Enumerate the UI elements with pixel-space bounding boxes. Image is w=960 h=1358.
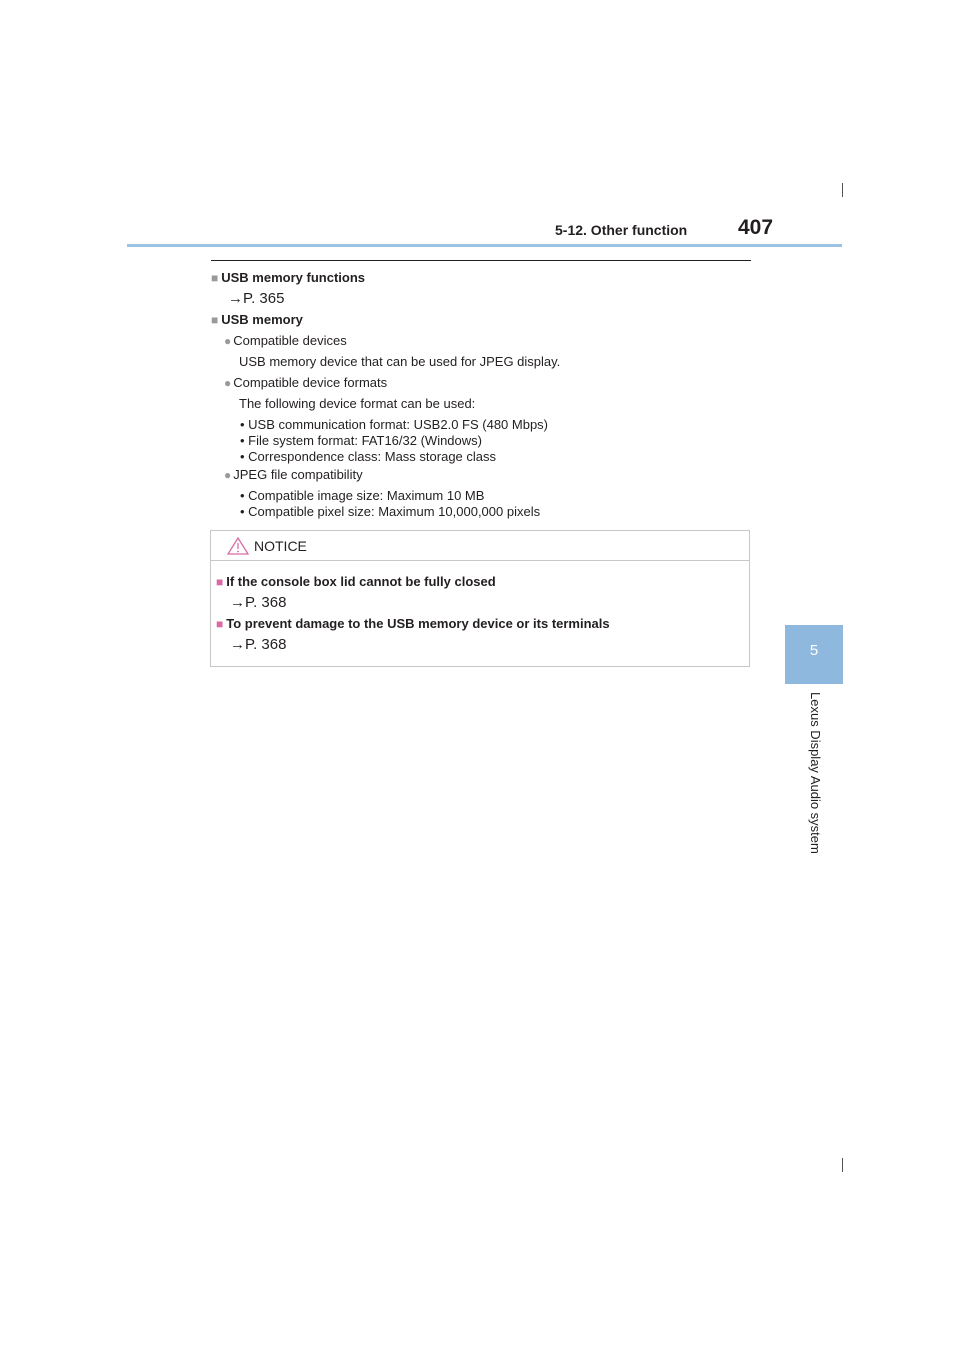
usb-memory-heading — [211, 312, 303, 327]
warning-triangle-icon — [227, 537, 249, 555]
section-title: 5-12. Other function — [555, 222, 688, 238]
compatible-devices-item — [224, 333, 347, 348]
chapter-title: Lexus Display Audio system — [808, 692, 823, 854]
list-item: • File system format: FAT16/32 (Windows) — [240, 433, 482, 448]
header-rule — [127, 244, 842, 247]
heading-text: USB memory functions — [221, 270, 365, 285]
list-item-text: USB communication format: USB2.0 FS (480 Mbps) — [248, 417, 549, 432]
circle-bullet-icon: ● — [224, 334, 232, 348]
list-item-text: Correspondence class: Mass storage class — [248, 449, 497, 464]
notice-item — [216, 616, 610, 631]
item-label: Compatible devices — [233, 333, 347, 348]
page-header — [0, 0, 960, 250]
crop-mark-bottom — [842, 1158, 843, 1172]
list-item-text: File system format: FAT16/32 (Windows) — [248, 433, 482, 448]
chapter-tab — [785, 625, 843, 684]
square-bullet-icon: ■ — [211, 271, 219, 285]
square-bullet-icon: ■ — [211, 313, 219, 327]
list-item: • Correspondence class: Mass storage class — [240, 449, 497, 464]
item-label: JPEG file compatibility — [233, 467, 363, 482]
circle-bullet-icon: ● — [224, 376, 232, 390]
page-reference: →P. 365 — [228, 290, 285, 307]
list-item: • USB communication format: USB2.0 FS (480 Mbps) — [240, 417, 549, 432]
notice-item-heading: To prevent damage to the USB memory device or its terminals — [226, 616, 610, 631]
notice-box — [210, 530, 750, 667]
usb-functions-heading — [211, 270, 365, 285]
content-top-rule — [211, 260, 751, 261]
notice-item — [216, 574, 496, 589]
notice-title: NOTICE — [254, 538, 307, 554]
page-reference: →P. 368 — [230, 594, 287, 611]
circle-bullet-icon: ● — [224, 468, 232, 482]
compatible-formats-item — [224, 375, 387, 390]
page-number: 407 — [738, 216, 774, 239]
notice-item-heading: If the console box lid cannot be fully closed — [226, 574, 496, 589]
page-reference: →P. 368 — [230, 636, 287, 653]
square-bullet-icon: ■ — [216, 575, 224, 589]
notice-header — [211, 531, 749, 561]
compatible-devices-text: USB memory device that can be used for JPEG display. — [239, 354, 561, 369]
list-item: • Compatible pixel size: Maximum 10,000,000 pixels — [240, 504, 541, 519]
jpeg-compat-item — [224, 467, 363, 482]
heading-text: USB memory — [221, 312, 303, 327]
compatible-formats-intro: The following device format can be used: — [239, 396, 476, 411]
list-item-text: Compatible image size: Maximum 10 MB — [248, 488, 485, 503]
list-item-text: Compatible pixel size: Maximum 10,000,000 pixels — [248, 504, 541, 519]
list-item: • Compatible image size: Maximum 10 MB — [240, 488, 485, 503]
chapter-number: 5 — [809, 642, 819, 659]
item-label: Compatible device formats — [233, 375, 388, 390]
square-bullet-icon: ■ — [216, 617, 224, 631]
